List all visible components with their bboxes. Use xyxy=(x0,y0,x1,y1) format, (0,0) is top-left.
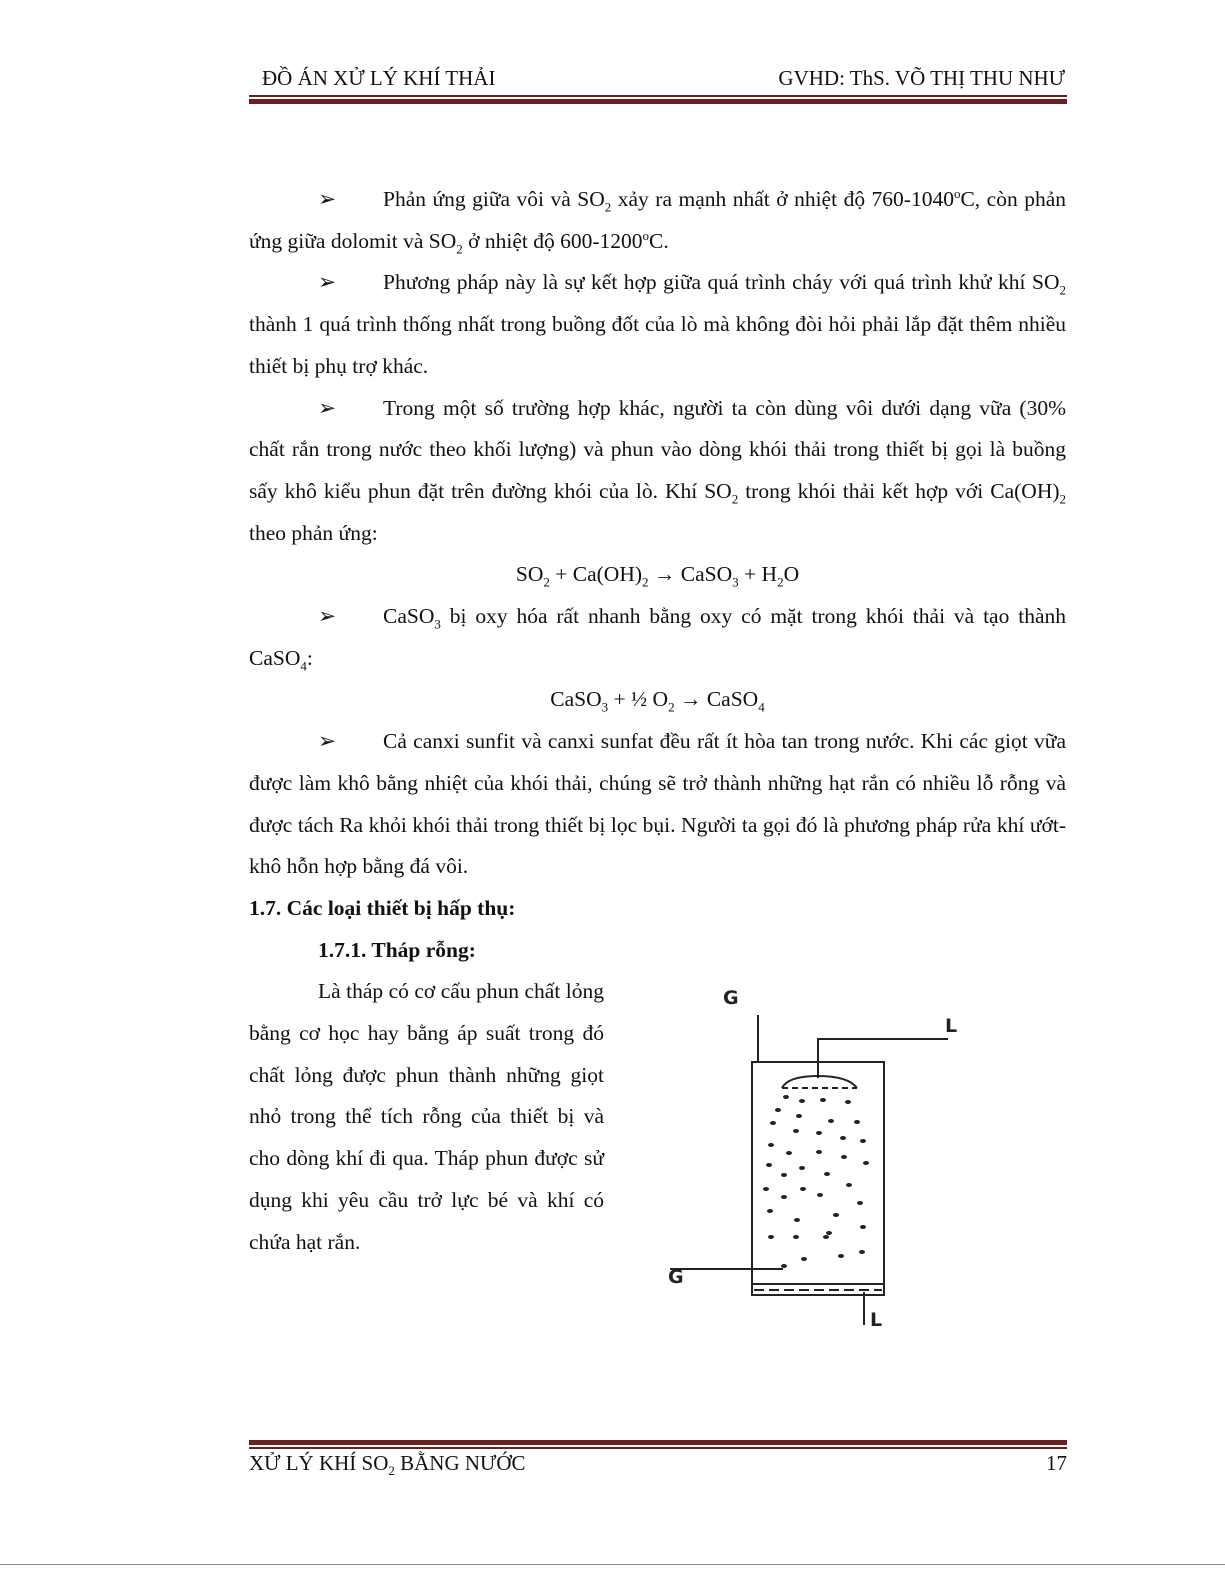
tower-body xyxy=(752,1062,884,1295)
droplet xyxy=(841,1155,847,1159)
droplet xyxy=(846,1183,852,1187)
bullet-paragraph xyxy=(249,721,1066,888)
page-number: 17 xyxy=(1046,1451,1067,1475)
droplet xyxy=(801,1257,807,1261)
text-run: xảy ra mạnh nhất ở nhiệt độ 760-1040 xyxy=(611,187,954,211)
text-run: 2 xyxy=(668,699,675,715)
text-run: Cả canxi sunfit và canxi sunfat đều rất ít hòa tan trong nước. Khi các giọt vữa được làm khô bằng nhiệt của khói thải, chúng sẽ trở thành những hạt rắn có nhiều lỗ rỗng và được tách Ra khỏi khói thải trong thiết bị lọc bụi. Người ta gọi đó là phương pháp rửa khí ướt-khô hỗn hợp bằng đá vôi. xyxy=(249,729,1066,879)
text-run: 2 xyxy=(1059,282,1066,298)
droplet xyxy=(781,1173,787,1177)
header-rule-thick xyxy=(249,99,1067,104)
subsection-heading: 1.7.1. Tháp rỗng: xyxy=(318,937,476,962)
droplet xyxy=(768,1143,774,1147)
droplet xyxy=(799,1099,805,1103)
text-run: Trong một số trường hợp khác, người ta còn dùng vôi dưới dạng vữa (30% chất rắn trong nước theo khối lượng) và phun vào dòng khói thải trong thiết bị gọi là buồng sấy khô kiểu phun đặt trên đường khói của lò. Khí SO xyxy=(249,395,1066,503)
arrowhead-bullet-icon: ➢ xyxy=(318,729,337,754)
droplet xyxy=(766,1163,772,1167)
header-title: ĐỒ ÁN XỬ LÝ KHÍ THẢI xyxy=(262,66,496,90)
droplet xyxy=(845,1100,851,1104)
footer-title xyxy=(249,1451,526,1479)
text-run: CaSO xyxy=(550,687,602,712)
text-run: C. xyxy=(649,228,669,253)
text-run: CaSO xyxy=(383,604,435,629)
text-run: 2 xyxy=(456,241,463,256)
droplet xyxy=(863,1161,869,1165)
text-run: theo phản ứng: xyxy=(249,520,378,545)
bullet-paragraph xyxy=(249,596,1066,679)
arrowhead-bullet-icon: ➢ xyxy=(318,270,337,295)
droplet xyxy=(793,1235,799,1239)
text-run: C, còn phản ứng giữa dolomit và SO xyxy=(249,187,1066,253)
text-column xyxy=(249,971,604,1263)
bullet-paragraph xyxy=(249,388,1066,555)
text-run: + H xyxy=(738,562,778,587)
droplet xyxy=(817,1193,823,1197)
section-text: Là tháp có cơ cấu phun chất lỏng bằng cơ học hay bằng áp suất trong đó chất lỏng được phun thành những giọt nhỏ trong thể tích rỗng của thiết bị và cho dòng khí đi qua. Tháp phun được sử dụng khi yêu cầu trở lực bé và khí có chứa hạt rắn. xyxy=(249,979,604,1254)
arrowhead-bullet-icon: ➢ xyxy=(318,187,337,211)
page-edge xyxy=(0,1564,1225,1565)
footer-title-sub: 2 xyxy=(388,1463,395,1479)
droplet xyxy=(768,1235,774,1239)
droplet xyxy=(781,1195,787,1199)
section-heading: 1.7. Các loại thiết bị hấp thụ: xyxy=(249,895,516,920)
paragraphs xyxy=(249,179,1066,888)
text-run: 2 xyxy=(543,574,550,590)
text-run: 3 xyxy=(434,616,441,632)
droplet xyxy=(840,1136,846,1140)
text-run: 3 xyxy=(732,574,739,590)
droplet xyxy=(857,1201,863,1205)
text-run: + Ca(OH) xyxy=(549,562,643,587)
droplet xyxy=(763,1187,769,1191)
bullet-paragraph xyxy=(249,179,1066,262)
droplet xyxy=(781,1264,787,1268)
droplet xyxy=(828,1119,834,1123)
text-run: 2 xyxy=(604,199,612,215)
footer-title-a: XỬ LÝ KHÍ SO xyxy=(249,1451,389,1475)
droplet xyxy=(775,1108,781,1112)
droplet xyxy=(816,1131,822,1135)
droplet xyxy=(833,1213,839,1217)
droplet xyxy=(799,1166,805,1170)
text-run: o xyxy=(953,185,961,201)
text-run: Phương pháp này là sự kết hợp giữa quá trình cháy với quá trình khử khí SO xyxy=(383,270,1060,295)
text-run: 2 xyxy=(642,574,649,590)
text-run: Phản ứng giữa vôi và SO xyxy=(383,187,605,211)
spray-tower-diagram xyxy=(650,980,970,1330)
text-run: + ½ O xyxy=(608,687,669,712)
droplet xyxy=(860,1139,866,1143)
equation xyxy=(249,679,1066,721)
droplet xyxy=(767,1209,773,1213)
text-run: 4 xyxy=(758,699,765,715)
header-rule-thin xyxy=(249,95,1067,97)
footer-rule-thick xyxy=(249,1440,1067,1445)
droplet xyxy=(854,1120,860,1124)
label-gas-in: G xyxy=(668,1266,684,1288)
text-run: 3 xyxy=(601,699,609,715)
label-liquid-out: L xyxy=(870,1309,883,1330)
droplet xyxy=(838,1254,844,1258)
droplet xyxy=(859,1250,865,1254)
text-run: 2 xyxy=(731,491,739,507)
label-gas-out: G xyxy=(723,987,739,1009)
droplet xyxy=(824,1172,830,1176)
droplet xyxy=(816,1150,822,1154)
droplet xyxy=(793,1129,799,1133)
text-run: → CaSO xyxy=(648,562,733,587)
footer-title-b: BẰNG NƯỚC xyxy=(394,1451,526,1475)
text-run: : xyxy=(306,645,313,670)
text-run: o xyxy=(642,227,650,243)
droplets xyxy=(763,1095,869,1268)
text-run: bị oxy hóa rất nhanh bằng oxy có mặt trong khói thải và tạo thành CaSO xyxy=(249,604,1066,670)
droplet xyxy=(860,1225,866,1229)
footer-rule-thin xyxy=(249,1447,1067,1449)
spray-nozzle xyxy=(782,1076,857,1088)
text-run: 2 xyxy=(777,574,784,590)
header-instructor: GVHD: ThS. VÕ THỊ THU NHƯ xyxy=(778,66,1065,90)
bullet-paragraph xyxy=(249,262,1066,387)
arrowhead-bullet-icon: ➢ xyxy=(318,604,337,629)
text-run: 2 xyxy=(1059,491,1067,507)
text-run: 4 xyxy=(300,658,307,674)
text-run: ở nhiệt độ 600-1200 xyxy=(462,228,643,253)
droplet xyxy=(786,1151,792,1155)
label-liquid-in: L xyxy=(945,1015,958,1037)
droplet xyxy=(820,1098,826,1102)
droplet xyxy=(823,1235,829,1239)
text-run: trong khói thải kết hợp với Ca(OH) xyxy=(738,478,1060,503)
text-run: → CaSO xyxy=(674,687,759,712)
text-run: SO xyxy=(515,562,544,587)
droplet xyxy=(826,1231,832,1235)
droplet xyxy=(783,1095,789,1099)
droplet xyxy=(794,1218,800,1222)
droplet xyxy=(800,1187,806,1191)
equation xyxy=(249,554,1066,596)
droplet xyxy=(770,1121,776,1125)
text-run: thành 1 quá trình thống nhất trong buồng đốt của lò mà không đòi hỏi phải lắp đặt thêm nhiều thiết bị phụ trợ khác. xyxy=(249,312,1066,378)
arrowhead-bullet-icon: ➢ xyxy=(318,395,337,420)
text-run: O xyxy=(783,562,800,587)
droplet xyxy=(796,1114,802,1118)
